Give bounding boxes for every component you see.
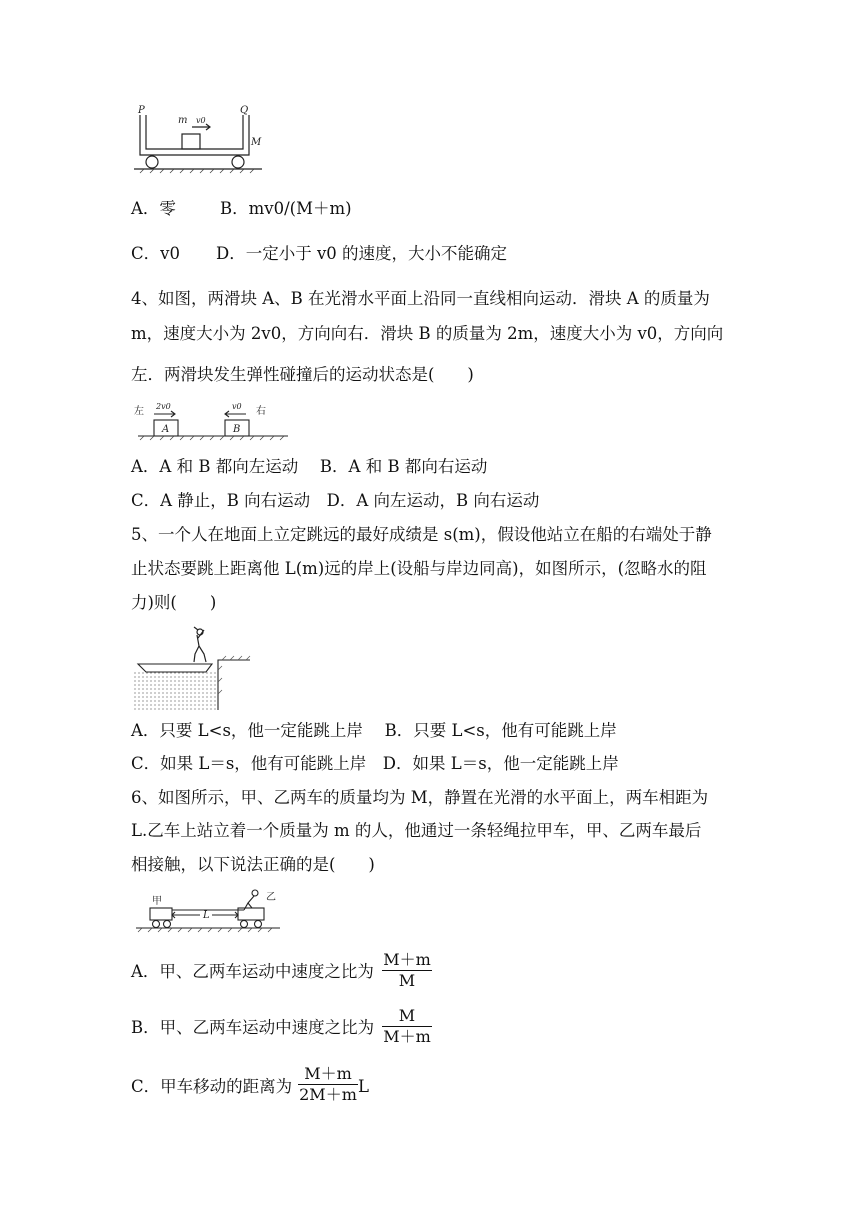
- q6-c-numerator: M＋m: [304, 1064, 352, 1083]
- q5-stem-line1: 5、一个人在地面上立定跳远的最好成绩是 s(m)，假设他站立在船的右端处于静: [131, 525, 712, 544]
- q6-option-a: A．甲、乙两车运动中速度之比为: [131, 962, 374, 981]
- fig1-label-q: Q: [240, 105, 249, 116]
- q6-option-c-suffix: L: [358, 1077, 369, 1096]
- q3-option-a: A．零: [131, 199, 176, 218]
- q3-option-c: C．v0: [131, 244, 180, 263]
- fig2-label-right: 右: [256, 406, 266, 417]
- q6-option-b: B．甲、乙两车运动中速度之比为: [131, 1018, 375, 1037]
- q3-option-d: D．一定小于 v0 的速度，大小不能确定: [216, 244, 508, 263]
- fig1-label-p: P: [138, 105, 145, 116]
- q6-c-denominator: 2M＋m: [299, 1085, 357, 1104]
- q4-options-ab: A．A 和 B 都向左运动 B．A 和 B 都向右运动: [131, 457, 488, 476]
- q6-option-c: C．甲车移动的距离为: [131, 1077, 293, 1096]
- q6-a-numerator: M＋m: [383, 950, 431, 969]
- q5-options-ab: A．只要 L<s，他一定能跳上岸 B．只要 L<s，他有可能跳上岸: [131, 721, 617, 740]
- fig2-label-left: 左: [134, 406, 144, 417]
- q6-option-a-fraction: [382, 950, 432, 991]
- fig4-label-jia: 甲: [152, 896, 162, 907]
- q6-b-denominator: M＋m: [383, 1027, 431, 1046]
- q3-option-b: B．mv0/(M＋m): [220, 199, 352, 218]
- q4-stem-line3: 左．两滑块发生弹性碰撞后的运动状态是( ): [131, 365, 474, 384]
- figure-cart-block: [134, 103, 264, 175]
- q5-options-cd: C．如果 L＝s，他有可能跳上岸 D．如果 L＝s，他一定能跳上岸: [131, 754, 619, 773]
- fig2-label-va: 2v0: [156, 402, 171, 411]
- fig1-label-v0: v0: [196, 116, 206, 125]
- fig4-label-l: L: [203, 910, 210, 921]
- figure-two-blocks: [134, 398, 292, 442]
- q5-stem-line3: 力)则( ): [131, 593, 217, 612]
- q4-stem-line2: m，速度大小为 2v0，方向向右．滑块 B 的质量为 2m，速度大小为 v0，方向向: [131, 324, 724, 343]
- q6-a-denominator: M: [382, 970, 432, 991]
- fig2-label-b: B: [233, 424, 241, 435]
- q6-option-b-fraction: [382, 1006, 432, 1047]
- figure-two-carts: [134, 888, 282, 938]
- q5-stem-line2: 止状态要跳上距离他 L(m)远的岸上(设船与岸边同高)，如图所示，(忽略水的阻: [131, 559, 707, 578]
- fig2-label-a: A: [162, 424, 170, 435]
- q4-stem-line1: 4、如图，两滑块 A、B 在光滑水平面上沿同一直线相向运动．滑块 A 的质量为: [131, 289, 710, 308]
- q6-option-c-fraction: [298, 1064, 358, 1105]
- figure-boat-jump: [134, 624, 252, 710]
- q6-stem-line3: 相接触，以下说法正确的是( ): [131, 855, 375, 874]
- fig1-label-mass: M: [251, 137, 262, 148]
- q6-stem-line2: L.乙车上站立着一个质量为 m 的人，他通过一条轻绳拉甲车，甲、乙两车最后: [131, 821, 702, 840]
- fig4-label-yi: 乙: [266, 892, 276, 903]
- q6-stem-line1: 6、如图所示，甲、乙两车的质量均为 M，静置在光滑的水平面上，两车相距为: [131, 788, 709, 807]
- fig1-label-m: m: [178, 115, 188, 126]
- fig2-label-vb: v0: [232, 402, 242, 411]
- q4-options-cd: C．A 静止，B 向右运动 D．A 向左运动，B 向右运动: [131, 491, 540, 510]
- q6-b-numerator: M: [398, 1006, 416, 1025]
